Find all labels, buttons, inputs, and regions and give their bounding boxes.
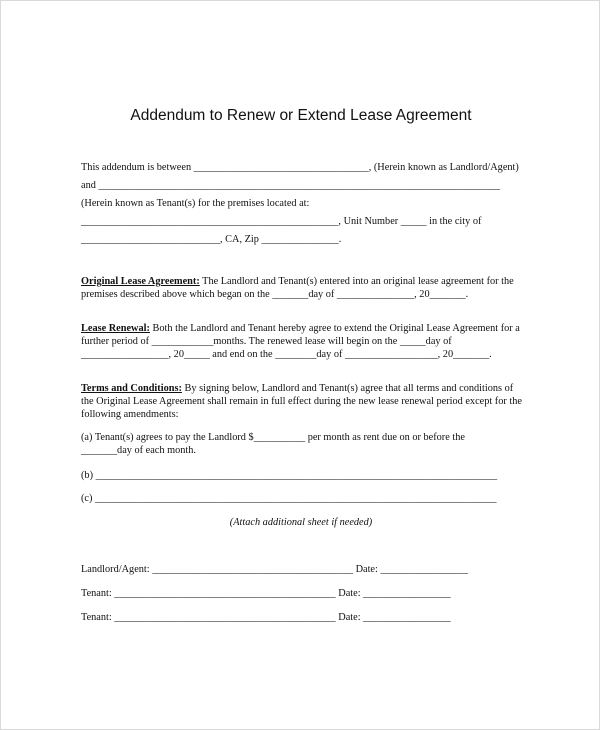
tenant-signature-line-2: Tenant: ___________________________________________ Date: _________________ [81,612,451,623]
original-lease-text: The Landlord and Tenant(s) entered into an original lease agreement for the [199,276,514,287]
landlord-signature-line: Landlord/Agent: _______________________________________ Date: _________________ [81,564,468,575]
intro-line-1: This addendum is between __________________________________, (Herein known as Landlord/Agent) [81,162,519,173]
lease-renewal-line-2: further period of ____________months. The renewed lease will begin on the _____day of [81,336,452,347]
amendment-a-line-2: _______day of each month. [81,445,196,456]
intro-line-3: (Herein known as Tenant(s) for the premises located at: [81,198,310,209]
terms-line-2: the Original Lease Agreement shall remain in full effect during the new lease renewal period except for the [81,396,522,407]
amendment-b-line: (b) ______________________________________________________________________________ [81,470,498,481]
original-lease-line-1 [81,276,514,288]
intro-line-2: and ______________________________________________________________________________ [81,180,501,191]
document-title: Addendum to Renew or Extend Lease Agreement [130,107,472,124]
original-lease-line-2: premises described above which began on the _______day of _______________, 20_______. [81,289,469,300]
amendment-a-line-1: (a) Tenant(s) agrees to pay the Landlord $__________ per month as rent due on or before the [81,432,465,443]
terms-line-3: following amendments: [81,409,179,420]
amendment-c-line: (c) ______________________________________________________________________________ [81,493,497,504]
lease-renewal-heading: Lease Renewal: [81,323,150,334]
original-lease-heading: Original Lease Agreement: [81,276,200,287]
lease-renewal-line-3: _________________, 20_____ and end on the ________day of __________________, 20_______. [81,349,492,360]
lease-renewal-text: Both the Landlord and Tenant hereby agree to extend the Original Lease Agreement for a [149,323,520,334]
attach-note: (Attach additional sheet if needed) [229,517,373,528]
terms-line-1 [81,383,513,395]
intro-line-5: ___________________________, CA, Zip _______________. [81,234,342,245]
terms-heading: Terms and Conditions: [81,383,182,394]
tenant-signature-line-1: Tenant: ___________________________________________ Date: _________________ [81,588,451,599]
intro-line-4: __________________________________________________, Unit Number _____ in the city of [81,216,482,227]
terms-text: By signing below, Landlord and Tenant(s) agree that all terms and conditions of [181,383,514,394]
lease-renewal-line-1 [81,323,520,335]
